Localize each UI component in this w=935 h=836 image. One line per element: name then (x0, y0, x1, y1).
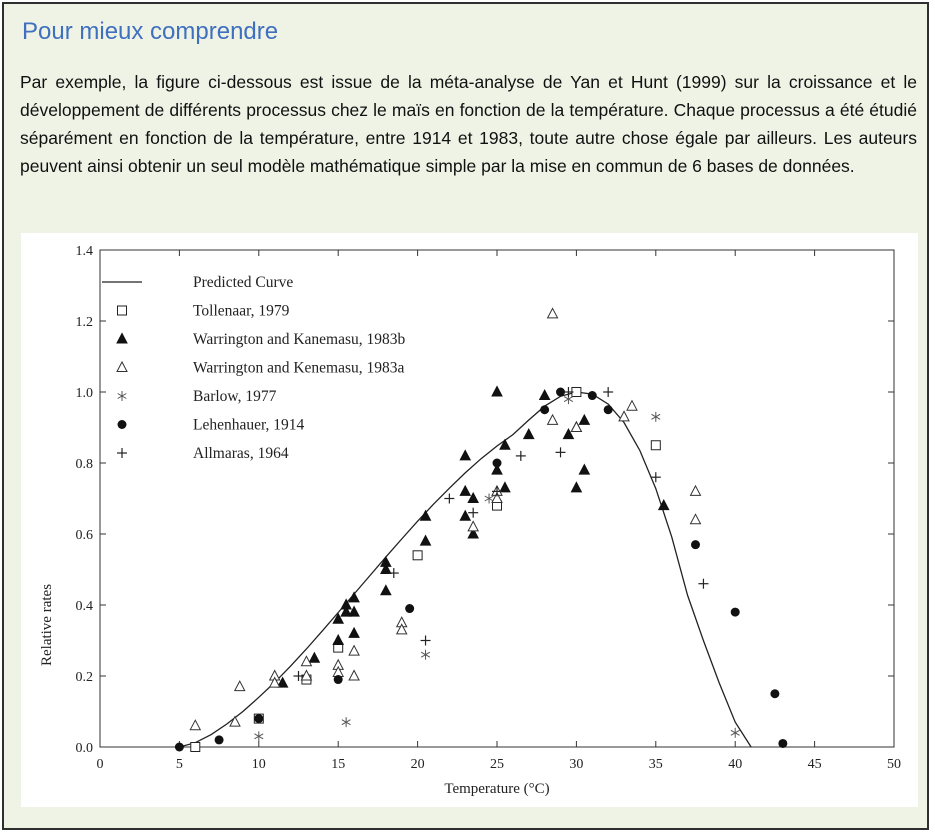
point-warrington-and-kenemasu-1983a (349, 646, 359, 656)
point-warrington-and-kenemasu-1983a (548, 415, 558, 425)
point-lehenhauer-1914 (175, 743, 184, 752)
legend-label-tollenaar-1979: Tollenaar, 1979 (193, 302, 290, 320)
point-warrington-and-kenemasu-1983a (627, 401, 637, 411)
box-paragraph: Par exemple, la figure ci-dessous est issue de la méta-analyse de Yan et Hunt (1999) sur la croissance et le développement de différents processus chez le maïs en fonction de la température. Chaque processus a été étudié séparément en fonction de la température, entre 1914 et 1983, toute autre chose égale par ailleurs. Les auteurs peuvent ainsi obtenir un seul modèle mathématique simple par la mise en commun de 6 bases de données. (20, 72, 917, 176)
legend-swatch-barlow-1977 (118, 391, 127, 401)
info-box (2, 2, 929, 830)
legend-label-warrington-and-kanemasu-1983b: Warrington and Kanemasu, 1983b (193, 331, 406, 348)
point-warrington-and-kanemasu-1983b (421, 536, 431, 546)
point-warrington-and-kanemasu-1983b (500, 482, 510, 492)
point-lehenhauer-1914 (588, 391, 597, 400)
point-warrington-and-kenemasu-1983a (619, 411, 629, 421)
point-barlow-1977 (731, 728, 740, 738)
y-tick-label: 0.2 (75, 670, 93, 685)
x-tick-label: 5 (175, 757, 183, 772)
x-tick-label: 15 (331, 757, 346, 772)
y-tick-label: 0.6 (75, 528, 93, 543)
x-tick-label: 30 (569, 757, 584, 772)
point-warrington-and-kanemasu-1983b (579, 465, 589, 475)
point-warrington-and-kanemasu-1983b (421, 511, 431, 521)
legend-label-predicted-curve: Predicted Curve (193, 274, 294, 291)
point-lehenhauer-1914 (405, 604, 414, 613)
point-allmaras-1964 (603, 387, 613, 397)
point-allmaras-1964 (389, 568, 399, 578)
y-tick-label: 0.4 (75, 599, 93, 614)
point-tollenaar-1979 (651, 441, 660, 450)
point-warrington-and-kenemasu-1983a (691, 514, 701, 524)
legend-label-lehenhauer-1914: Lehenhauer, 1914 (193, 416, 305, 434)
point-warrington-and-kenemasu-1983a (468, 521, 478, 531)
point-lehenhauer-1914 (254, 714, 263, 723)
point-barlow-1977 (254, 731, 263, 741)
x-tick-label: 20 (410, 757, 425, 772)
point-tollenaar-1979 (191, 743, 200, 752)
point-allmaras-1964 (421, 636, 431, 646)
x-tick-label: 45 (807, 757, 822, 772)
legend-swatch-lehenhauer-1914 (118, 420, 127, 429)
y-tick-label: 1.0 (75, 386, 93, 401)
point-allmaras-1964 (556, 447, 566, 457)
point-tollenaar-1979 (413, 551, 422, 560)
x-axis-label: Temperature (°C) (444, 781, 550, 797)
x-tick-label: 10 (251, 757, 266, 772)
y-axis-label: Relative rates (39, 583, 55, 667)
point-warrington-and-kanemasu-1983b (492, 387, 502, 397)
point-warrington-and-kanemasu-1983b (540, 390, 550, 400)
point-warrington-and-kanemasu-1983b (460, 450, 470, 460)
point-lehenhauer-1914 (731, 608, 740, 617)
point-warrington-and-kanemasu-1983b (309, 653, 319, 663)
point-allmaras-1964 (698, 579, 708, 589)
point-lehenhauer-1914 (770, 689, 779, 698)
point-barlow-1977 (342, 717, 351, 727)
point-allmaras-1964 (468, 508, 478, 518)
point-warrington-and-kanemasu-1983b (524, 429, 534, 439)
y-tick-label: 0.0 (75, 741, 93, 756)
x-tick-label: 50 (887, 757, 901, 772)
point-lehenhauer-1914 (691, 540, 700, 549)
x-tick-label: 35 (648, 757, 663, 772)
point-warrington-and-kenemasu-1983a (235, 681, 245, 691)
scatter-chart (21, 233, 918, 807)
point-warrington-and-kanemasu-1983b (381, 585, 391, 595)
point-warrington-and-kanemasu-1983b (333, 635, 343, 645)
point-warrington-and-kenemasu-1983a (548, 308, 558, 318)
point-warrington-and-kanemasu-1983b (579, 415, 589, 425)
point-warrington-and-kenemasu-1983a (230, 717, 240, 727)
point-warrington-and-kenemasu-1983a (190, 720, 200, 730)
point-lehenhauer-1914 (604, 405, 613, 414)
point-lehenhauer-1914 (778, 739, 787, 748)
point-lehenhauer-1914 (540, 405, 549, 414)
legend-swatch-warrington-and-kanemasu-1983b (117, 334, 127, 344)
y-tick-label: 1.2 (75, 315, 93, 330)
legend-label-warrington-and-kenemasu-1983a: Warrington and Kenemasu, 1983a (193, 359, 405, 377)
legend-swatch-allmaras-1964 (117, 448, 127, 458)
point-allmaras-1964 (516, 451, 526, 461)
legend-swatch-warrington-and-kenemasu-1983a (117, 362, 127, 372)
point-warrington-and-kanemasu-1983b (460, 486, 470, 496)
y-tick-label: 1.4 (75, 244, 93, 259)
point-allmaras-1964 (444, 494, 454, 504)
legend-swatch-tollenaar-1979 (118, 306, 127, 315)
point-warrington-and-kanemasu-1983b (500, 440, 510, 450)
point-warrington-and-kenemasu-1983a (691, 486, 701, 496)
x-tick-label: 25 (490, 757, 504, 772)
y-tick-label: 0.8 (75, 457, 93, 472)
box-heading: Pour mieux comprendre (22, 18, 279, 45)
point-barlow-1977 (651, 412, 660, 422)
point-lehenhauer-1914 (493, 459, 502, 468)
figure (21, 233, 918, 807)
point-warrington-and-kenemasu-1983a (349, 671, 359, 681)
point-warrington-and-kanemasu-1983b (349, 628, 359, 638)
x-tick-label: 0 (96, 757, 104, 772)
point-lehenhauer-1914 (215, 735, 224, 744)
point-lehenhauer-1914 (334, 675, 343, 684)
point-barlow-1977 (421, 650, 430, 660)
x-tick-label: 40 (728, 757, 743, 772)
point-warrington-and-kanemasu-1983b (571, 482, 581, 492)
legend-label-allmaras-1964: Allmaras, 1964 (193, 445, 289, 462)
chart-legend (102, 274, 406, 462)
legend-label-barlow-1977: Barlow, 1977 (193, 388, 277, 405)
